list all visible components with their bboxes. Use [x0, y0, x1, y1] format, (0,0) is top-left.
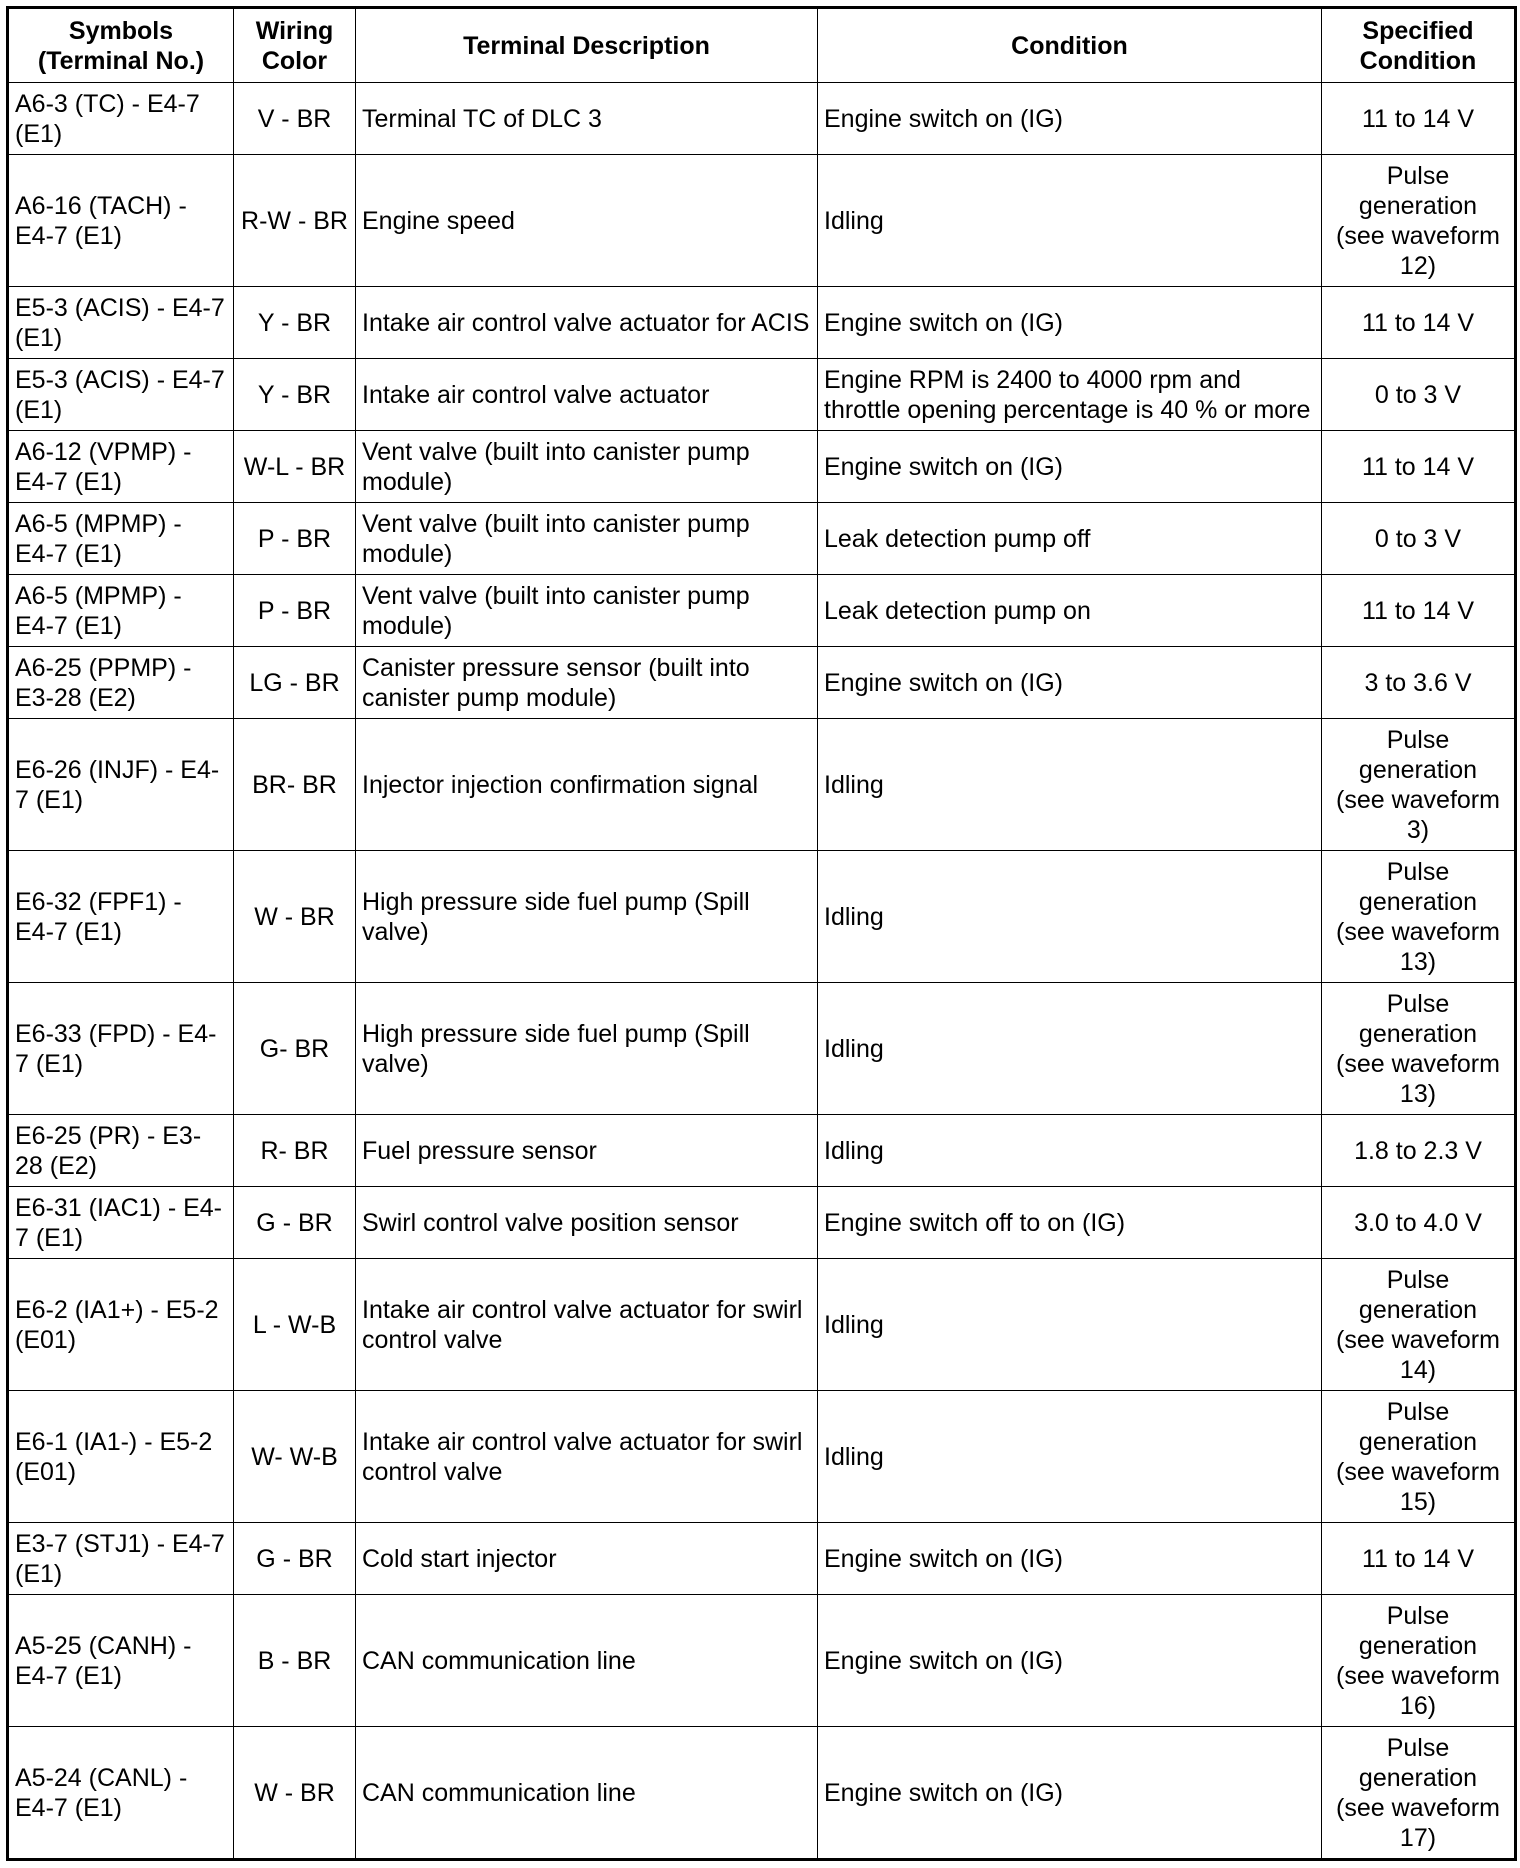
header-specified-condition	[1322, 8, 1516, 83]
wiring-color-cell: W- W-B	[234, 1391, 356, 1523]
header-wiring-line2: Color	[261, 46, 328, 75]
table-row	[8, 1391, 1516, 1523]
symbol-cell: E5-3 (ACIS) - E4-7 (E1)	[8, 287, 234, 359]
symbol-cell: E6-1 (IA1-) - E5-2 (E01)	[8, 1391, 234, 1523]
specified-condition-cell	[1322, 1391, 1516, 1523]
specified-condition-cell: 3 to 3.6 V	[1322, 647, 1516, 719]
condition-cell: Engine switch on (IG)	[818, 1595, 1322, 1727]
symbol-cell: E3-7 (STJ1) - E4-7 (E1)	[8, 1523, 234, 1595]
terminal-description-cell: Swirl control valve position sensor	[356, 1187, 818, 1259]
wiring-color-cell: G- BR	[234, 983, 356, 1115]
condition-cell: Idling	[818, 719, 1322, 851]
specified-condition-cell: 11 to 14 V	[1322, 287, 1516, 359]
table-row	[8, 83, 1516, 155]
terminal-description-cell: Engine speed	[356, 155, 818, 287]
symbol-cell: E6-2 (IA1+) - E5-2 (E01)	[8, 1259, 234, 1391]
condition-cell: Engine switch on (IG)	[818, 83, 1322, 155]
symbol-cell: E6-31 (IAC1) - E4-7 (E1)	[8, 1187, 234, 1259]
specified-condition-line: 3)	[1406, 815, 1430, 844]
symbol-cell: A5-25 (CANH) - E4-7 (E1)	[8, 1595, 234, 1727]
condition-cell: Idling	[818, 983, 1322, 1115]
symbol-cell: E6-26 (INJF) - E4-7 (E1)	[8, 719, 234, 851]
table-row	[8, 1187, 1516, 1259]
header-wiring-line1: Wiring	[255, 16, 334, 45]
specified-condition-line: Pulse	[1386, 1265, 1450, 1294]
specified-condition-cell: 0 to 3 V	[1322, 359, 1516, 431]
header-symbols-line2: (Terminal No.)	[37, 46, 205, 75]
terminal-description-cell: Intake air control valve actuator for swirl control valve	[356, 1259, 818, 1391]
specified-condition-line: generation	[1358, 1631, 1478, 1660]
header-symbols	[8, 8, 234, 83]
terminal-description-cell: CAN communication line	[356, 1727, 818, 1860]
terminal-description-cell: Vent valve (built into canister pump module)	[356, 431, 818, 503]
specified-condition-cell	[1322, 1259, 1516, 1391]
condition-cell: Engine switch on (IG)	[818, 431, 1322, 503]
specified-condition-line: generation	[1358, 1019, 1478, 1048]
specified-condition-cell: 3.0 to 4.0 V	[1322, 1187, 1516, 1259]
condition-cell: Engine switch on (IG)	[818, 287, 1322, 359]
header-symbols-line1: Symbols	[68, 16, 174, 45]
condition-cell: Idling	[818, 1391, 1322, 1523]
condition-cell: Idling	[818, 1259, 1322, 1391]
table-row	[8, 1727, 1516, 1860]
symbol-cell: A6-5 (MPMP) - E4-7 (E1)	[8, 503, 234, 575]
specified-condition-line: (see waveform	[1336, 917, 1500, 946]
table-row	[8, 1595, 1516, 1727]
specified-condition-cell	[1322, 1595, 1516, 1727]
header-condition: Condition	[818, 8, 1322, 83]
specified-condition-line: Pulse	[1386, 1733, 1450, 1762]
terminal-description-cell: Cold start injector	[356, 1523, 818, 1595]
wiring-color-cell: V - BR	[234, 83, 356, 155]
wiring-color-cell: BR- BR	[234, 719, 356, 851]
specified-condition-line: 17)	[1399, 1823, 1437, 1852]
terminal-description-cell: Vent valve (built into canister pump module)	[356, 503, 818, 575]
specified-condition-line: (see waveform	[1336, 221, 1500, 250]
terminal-description-cell: High pressure side fuel pump (Spill valve)	[356, 851, 818, 983]
terminal-spec-sheet	[6, 6, 1514, 1861]
terminal-description-cell: CAN communication line	[356, 1595, 818, 1727]
terminal-spec-table	[6, 6, 1517, 1861]
table-row	[8, 431, 1516, 503]
condition-cell: Leak detection pump off	[818, 503, 1322, 575]
specified-condition-cell: 0 to 3 V	[1322, 503, 1516, 575]
header-terminal-description: Terminal Description	[356, 8, 818, 83]
table-body	[8, 83, 1516, 1860]
specified-condition-line: generation	[1358, 887, 1478, 916]
wiring-color-cell: W - BR	[234, 1727, 356, 1860]
terminal-description-cell: Terminal TC of DLC 3	[356, 83, 818, 155]
specified-condition-line: Pulse	[1386, 989, 1450, 1018]
specified-condition-line: 14)	[1399, 1355, 1437, 1384]
table-row	[8, 719, 1516, 851]
wiring-color-cell: G - BR	[234, 1523, 356, 1595]
specified-condition-line: (see waveform	[1336, 1325, 1500, 1354]
specified-condition-cell: 1.8 to 2.3 V	[1322, 1115, 1516, 1187]
wiring-color-cell: P - BR	[234, 503, 356, 575]
terminal-description-cell: Canister pressure sensor (built into canister pump module)	[356, 647, 818, 719]
wiring-color-cell: Y - BR	[234, 359, 356, 431]
terminal-description-cell: Injector injection confirmation signal	[356, 719, 818, 851]
table-row	[8, 155, 1516, 287]
specified-condition-line: Pulse	[1386, 161, 1450, 190]
specified-condition-line: (see waveform	[1336, 785, 1500, 814]
symbol-cell: E5-3 (ACIS) - E4-7 (E1)	[8, 359, 234, 431]
specified-condition-line: generation	[1358, 755, 1478, 784]
terminal-description-cell: Fuel pressure sensor	[356, 1115, 818, 1187]
terminal-description-cell: High pressure side fuel pump (Spill valve)	[356, 983, 818, 1115]
specified-condition-line: (see waveform	[1336, 1049, 1500, 1078]
specified-condition-line: Pulse	[1386, 857, 1450, 886]
header-specified-line1: Specified	[1362, 16, 1474, 45]
specified-condition-cell	[1322, 719, 1516, 851]
symbol-cell: A6-5 (MPMP) - E4-7 (E1)	[8, 575, 234, 647]
table-row	[8, 851, 1516, 983]
specified-condition-cell: 11 to 14 V	[1322, 83, 1516, 155]
specified-condition-line: generation	[1358, 1763, 1478, 1792]
table-header-row	[8, 8, 1516, 83]
table-row	[8, 983, 1516, 1115]
specified-condition-cell	[1322, 1727, 1516, 1860]
terminal-description-cell: Intake air control valve actuator for ACIS	[356, 287, 818, 359]
specified-condition-line: 13)	[1399, 1079, 1437, 1108]
condition-cell: Leak detection pump on	[818, 575, 1322, 647]
wiring-color-cell: B - BR	[234, 1595, 356, 1727]
specified-condition-line: 12)	[1399, 251, 1437, 280]
specified-condition-line: 13)	[1399, 947, 1437, 976]
specified-condition-cell: 11 to 14 V	[1322, 1523, 1516, 1595]
specified-condition-cell	[1322, 155, 1516, 287]
specified-condition-line: Pulse	[1386, 725, 1450, 754]
specified-condition-cell: 11 to 14 V	[1322, 431, 1516, 503]
header-specified-line2: Condition	[1359, 46, 1477, 75]
condition-cell: Idling	[818, 1115, 1322, 1187]
terminal-description-cell: Intake air control valve actuator	[356, 359, 818, 431]
symbol-cell: A6-16 (TACH) - E4-7 (E1)	[8, 155, 234, 287]
table-row	[8, 1259, 1516, 1391]
specified-condition-cell	[1322, 851, 1516, 983]
condition-cell: Engine switch off to on (IG)	[818, 1187, 1322, 1259]
symbol-cell: E6-32 (FPF1) - E4-7 (E1)	[8, 851, 234, 983]
wiring-color-cell: L - W-B	[234, 1259, 356, 1391]
symbol-cell: A5-24 (CANL) - E4-7 (E1)	[8, 1727, 234, 1860]
wiring-color-cell: W - BR	[234, 851, 356, 983]
wiring-color-cell: Y - BR	[234, 287, 356, 359]
specified-condition-line: generation	[1358, 191, 1478, 220]
specified-condition-line: (see waveform	[1336, 1793, 1500, 1822]
specified-condition-line: (see waveform	[1336, 1661, 1500, 1690]
table-row	[8, 575, 1516, 647]
wiring-color-cell: R- BR	[234, 1115, 356, 1187]
specified-condition-line: generation	[1358, 1427, 1478, 1456]
specified-condition-line: Pulse	[1386, 1601, 1450, 1630]
wiring-color-cell: R-W - BR	[234, 155, 356, 287]
condition-cell: Engine switch on (IG)	[818, 647, 1322, 719]
symbol-cell: E6-33 (FPD) - E4-7 (E1)	[8, 983, 234, 1115]
table-row	[8, 359, 1516, 431]
condition-cell: Engine switch on (IG)	[818, 1523, 1322, 1595]
specified-condition-line: 15)	[1399, 1487, 1437, 1516]
table-row	[8, 287, 1516, 359]
condition-cell: Idling	[818, 155, 1322, 287]
specified-condition-line: Pulse	[1386, 1397, 1450, 1426]
specified-condition-line: (see waveform	[1336, 1457, 1500, 1486]
wiring-color-cell: W-L - BR	[234, 431, 356, 503]
wiring-color-cell: P - BR	[234, 575, 356, 647]
table-row	[8, 503, 1516, 575]
symbol-cell: E6-25 (PR) - E3-28 (E2)	[8, 1115, 234, 1187]
symbol-cell: A6-25 (PPMP) - E3-28 (E2)	[8, 647, 234, 719]
symbol-cell: A6-12 (VPMP) - E4-7 (E1)	[8, 431, 234, 503]
terminal-description-cell: Intake air control valve actuator for swirl control valve	[356, 1391, 818, 1523]
table-row	[8, 1523, 1516, 1595]
wiring-color-cell: LG - BR	[234, 647, 356, 719]
specified-condition-cell	[1322, 983, 1516, 1115]
wiring-color-cell: G - BR	[234, 1187, 356, 1259]
specified-condition-line: generation	[1358, 1295, 1478, 1324]
condition-cell: Engine switch on (IG)	[818, 1727, 1322, 1860]
condition-cell: Idling	[818, 851, 1322, 983]
header-wiring-color	[234, 8, 356, 83]
terminal-description-cell: Vent valve (built into canister pump module)	[356, 575, 818, 647]
table-row	[8, 1115, 1516, 1187]
symbol-cell: A6-3 (TC) - E4-7 (E1)	[8, 83, 234, 155]
specified-condition-cell: 11 to 14 V	[1322, 575, 1516, 647]
table-row	[8, 647, 1516, 719]
condition-cell: Engine RPM is 2400 to 4000 rpm and throttle opening percentage is 40 % or more	[818, 359, 1322, 431]
specified-condition-line: 16)	[1399, 1691, 1437, 1720]
